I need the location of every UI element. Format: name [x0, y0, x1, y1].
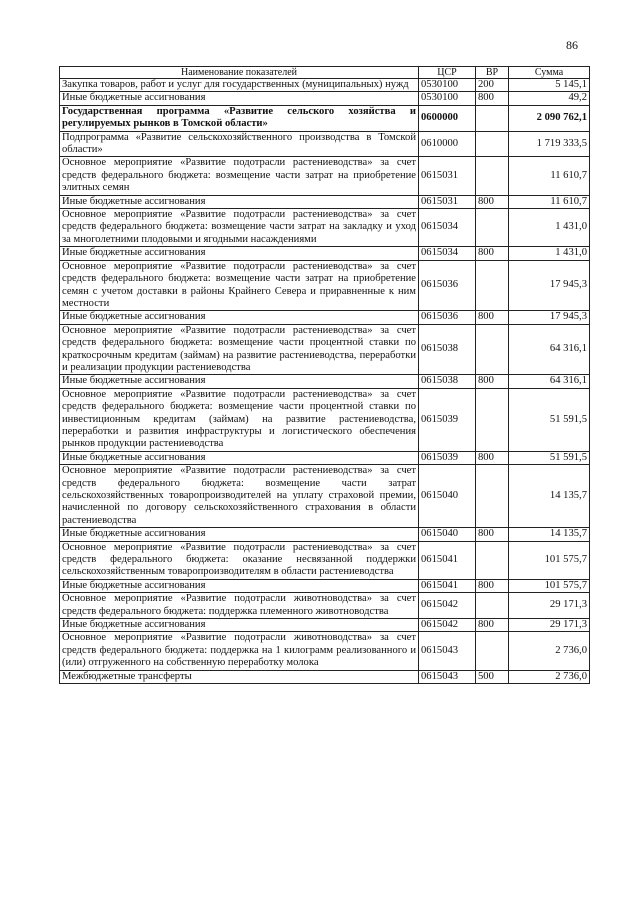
row-sum: 49,2 [509, 92, 590, 105]
row-vr: 800 [476, 195, 509, 208]
row-vr [476, 209, 509, 247]
row-sum: 1 719 333,5 [509, 131, 590, 157]
row-csr: 0530100 [419, 92, 476, 105]
row-name: Основное мероприятие «Развитие подотрасли растениеводства» за счет средств федерального бюджета: возмещение части затрат на приобретение элитных семян [60, 157, 419, 195]
row-vr: 800 [476, 619, 509, 632]
header-csr: ЦСР [419, 67, 476, 79]
table-row [60, 260, 590, 311]
table-row [60, 632, 590, 670]
row-csr: 0615042 [419, 593, 476, 619]
row-csr: 0615043 [419, 670, 476, 683]
row-name: Закупка товаров, работ и услуг для государственных (муниципальных) нужд [60, 79, 419, 92]
row-name: Основное мероприятие «Развитие подотрасли растениеводства» за счет средств федерального бюджета: возмещение части затрат на приобретение семян с учетом доставки в районы Крайнего Севера и приравненные к ним местности [60, 260, 419, 311]
row-vr: 800 [476, 92, 509, 105]
row-sum: 101 575,7 [509, 579, 590, 592]
table-body [60, 79, 590, 684]
row-sum: 29 171,3 [509, 593, 590, 619]
table-row [60, 388, 590, 451]
row-sum: 11 610,7 [509, 157, 590, 195]
row-sum: 2 736,0 [509, 632, 590, 670]
row-vr: 800 [476, 528, 509, 541]
row-sum: 14 135,7 [509, 465, 590, 528]
row-sum: 2 736,0 [509, 670, 590, 683]
row-csr: 0615036 [419, 260, 476, 311]
table-row [60, 375, 590, 388]
row-vr: 200 [476, 79, 509, 92]
row-csr: 0615031 [419, 157, 476, 195]
table-row [60, 541, 590, 579]
row-sum: 51 591,5 [509, 388, 590, 451]
table-row [60, 195, 590, 208]
row-csr: 0615042 [419, 619, 476, 632]
budget-table [59, 66, 590, 684]
row-vr [476, 324, 509, 375]
row-vr [476, 541, 509, 579]
row-sum: 101 575,7 [509, 541, 590, 579]
row-csr: 0615039 [419, 388, 476, 451]
row-name: Иные бюджетные ассигнования [60, 311, 419, 324]
row-csr: 0615031 [419, 195, 476, 208]
row-sum: 2 090 762,1 [509, 105, 590, 131]
row-sum: 1 431,0 [509, 209, 590, 247]
row-sum: 5 145,1 [509, 79, 590, 92]
row-csr: 0615040 [419, 528, 476, 541]
row-name: Иные бюджетные ассигнования [60, 92, 419, 105]
row-csr: 0615036 [419, 311, 476, 324]
table-row [60, 209, 590, 247]
row-csr: 0615034 [419, 209, 476, 247]
row-vr [476, 632, 509, 670]
row-vr [476, 593, 509, 619]
table-row [60, 247, 590, 260]
row-sum: 17 945,3 [509, 260, 590, 311]
row-csr: 0615038 [419, 324, 476, 375]
page-number: 86 [566, 38, 578, 52]
row-vr: 800 [476, 451, 509, 464]
table-row [60, 579, 590, 592]
row-vr [476, 105, 509, 131]
row-name: Основное мероприятие «Развитие подотрасли животноводства» за счет средств федерального бюджета: поддержка на 1 килограмм реализованного и (или) отгруженного на собственную переработку молока [60, 632, 419, 670]
row-vr: 500 [476, 670, 509, 683]
header-sum: Сумма [509, 67, 590, 79]
row-name: Иные бюджетные ассигнования [60, 528, 419, 541]
row-sum: 17 945,3 [509, 311, 590, 324]
table-row [60, 157, 590, 195]
row-name: Иные бюджетные ассигнования [60, 579, 419, 592]
row-vr [476, 131, 509, 157]
table-row [60, 670, 590, 683]
table-row [60, 92, 590, 105]
row-csr: 0615041 [419, 579, 476, 592]
row-sum: 64 316,1 [509, 375, 590, 388]
row-sum: 11 610,7 [509, 195, 590, 208]
row-name: Межбюджетные трансферты [60, 670, 419, 683]
table-row [60, 324, 590, 375]
row-sum: 1 431,0 [509, 247, 590, 260]
table-row [60, 451, 590, 464]
row-name: Основное мероприятие «Развитие подотрасли растениеводства» за счет средств федерального бюджета: оказание несвязанной поддержки сельскохозяйственным товаропроизводителям в области растениеводства [60, 541, 419, 579]
row-name: Основное мероприятие «Развитие подотрасли растениеводства» за счет средств федерального бюджета: возмещение части затрат сельскохозяйственных товаропроизводителей на уплату страховой премии, начисленной по договору сельскохозяйственного страхования в области растениеводства [60, 465, 419, 528]
row-name: Иные бюджетные ассигнования [60, 195, 419, 208]
row-name: Основное мероприятие «Развитие подотрасли растениеводства» за счет средств федерального бюджета: возмещение части затрат на закладку и уход за многолетними плодовыми и ягодными насаждениями [60, 209, 419, 247]
row-sum: 51 591,5 [509, 451, 590, 464]
table-header-row [60, 67, 590, 79]
header-name: Наименование показателей [60, 67, 419, 79]
row-name: Основное мероприятие «Развитие подотрасли животноводства» за счет средств федерального бюджета: поддержка племенного животноводства [60, 593, 419, 619]
row-name: Иные бюджетные ассигнования [60, 619, 419, 632]
row-name: Иные бюджетные ассигнования [60, 451, 419, 464]
row-name: Иные бюджетные ассигнования [60, 375, 419, 388]
table-row [60, 528, 590, 541]
row-csr: 0615034 [419, 247, 476, 260]
row-sum: 29 171,3 [509, 619, 590, 632]
row-vr: 800 [476, 579, 509, 592]
row-vr: 800 [476, 311, 509, 324]
row-csr: 0615039 [419, 451, 476, 464]
row-name: Подпрограмма «Развитие сельскохозяйственного производства в Томской области» [60, 131, 419, 157]
row-vr [476, 388, 509, 451]
row-sum: 14 135,7 [509, 528, 590, 541]
table-row [60, 619, 590, 632]
row-vr [476, 260, 509, 311]
table-row [60, 79, 590, 92]
table-row [60, 465, 590, 528]
row-vr [476, 465, 509, 528]
header-vr: ВР [476, 67, 509, 79]
row-csr: 0615043 [419, 632, 476, 670]
row-vr: 800 [476, 375, 509, 388]
table-row [60, 311, 590, 324]
row-vr [476, 157, 509, 195]
row-name: Иные бюджетные ассигнования [60, 247, 419, 260]
row-vr: 800 [476, 247, 509, 260]
row-name: Основное мероприятие «Развитие подотрасли растениеводства» за счет средств федерального бюджета: возмещение части процентной ставки по инвестиционным кредитам (займам) на развитие растениеводства, переработки и развития инфраструктуры и логистического обеспечения рынков продукции растениеводства [60, 388, 419, 451]
row-sum: 64 316,1 [509, 324, 590, 375]
row-name: Государственная программа «Развитие сельского хозяйства и регулируемых рынков в Томской области» [60, 105, 419, 131]
row-csr: 0615038 [419, 375, 476, 388]
row-csr: 0615040 [419, 465, 476, 528]
table-row [60, 131, 590, 157]
table-row [60, 593, 590, 619]
row-csr: 0610000 [419, 131, 476, 157]
row-csr: 0600000 [419, 105, 476, 131]
row-name: Основное мероприятие «Развитие подотрасли растениеводства» за счет средств федерального бюджета: возмещение части процентной ставки по краткосрочным кредитам (займам) на развитие растениеводства, переработки и реализации продукции растениеводства [60, 324, 419, 375]
table-row [60, 105, 590, 131]
row-csr: 0615041 [419, 541, 476, 579]
row-csr: 0530100 [419, 79, 476, 92]
